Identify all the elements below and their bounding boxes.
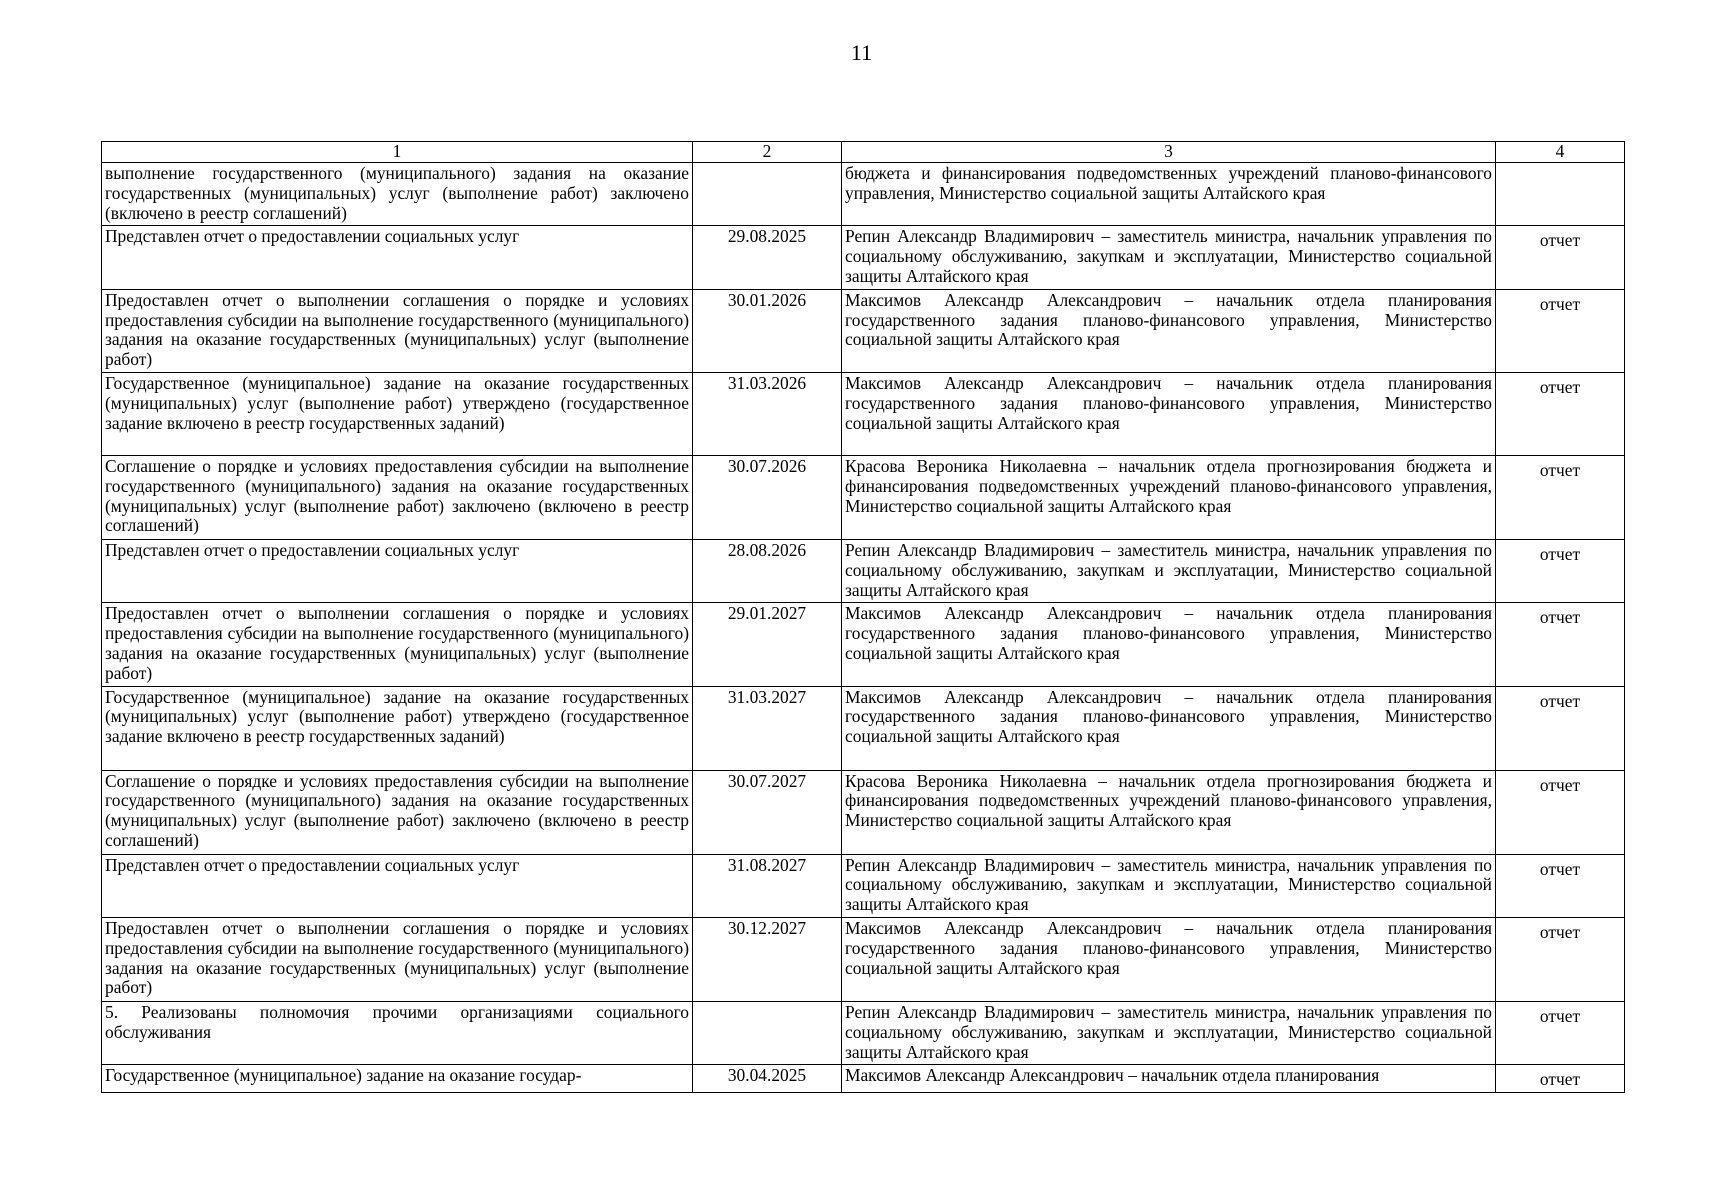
event-cell: Предоставлен отчет о выполнении соглашения о порядке и условиях предоставления субсидии на выполнение государственного (муниципального) задания на оказание государственных (муниципальных) услуг (выполнение работ) <box>102 603 693 686</box>
document-cell: отчет <box>1496 1065 1625 1093</box>
date-cell <box>693 163 842 226</box>
date-cell: 28.08.2026 <box>693 539 842 602</box>
table-row <box>102 539 1625 602</box>
document-cell: отчет <box>1496 917 1625 1001</box>
table-row <box>102 455 1625 539</box>
date-cell: 30.07.2026 <box>693 455 842 539</box>
table-row <box>102 686 1625 770</box>
event-cell: Представлен отчет о предоставлении социальных услуг <box>102 539 693 602</box>
document-cell: отчет <box>1496 854 1625 917</box>
document-cell: отчет <box>1496 686 1625 770</box>
date-cell <box>693 1001 842 1064</box>
document-cell: отчет <box>1496 539 1625 602</box>
date-cell: 31.08.2027 <box>693 854 842 917</box>
table-row <box>102 289 1625 372</box>
table-row <box>102 917 1625 1001</box>
responsible-cell: Максимов Александр Александрович – начальник отдела планирования <box>842 1065 1496 1093</box>
responsible-cell: Максимов Александр Александрович – начальник отдела планирования государственного задания планово-финансового управления, Министерство социальной защиты Алтайского края <box>842 686 1496 770</box>
event-cell: Представлен отчет о предоставлении социальных услуг <box>102 226 693 289</box>
responsible-cell: Репин Александр Владимирович – заместитель министра, начальник управления по социальному обслуживанию, закупкам и эксплуатации, Министерство социальной защиты Алтайского края <box>842 539 1496 602</box>
date-cell: 30.07.2027 <box>693 770 842 854</box>
table-row <box>102 372 1625 455</box>
date-cell: 30.01.2026 <box>693 289 842 372</box>
document-cell: отчет <box>1496 770 1625 854</box>
document-cell: отчет <box>1496 603 1625 686</box>
event-cell: Предоставлен отчет о выполнении соглашения о порядке и условиях предоставления субсидии на выполнение государственного (муниципального) задания на оказание государственных (муниципальных) услуг (выполнение работ) <box>102 917 693 1001</box>
event-cell: Соглашение о порядке и условиях предоставления субсидии на выполнение государственного (муниципального) задания на оказание государственных (муниципальных) услуг (выполнение работ) заключено (включено в реестр соглашений) <box>102 770 693 854</box>
event-cell: Соглашение о порядке и условиях предоставления субсидии на выполнение государственного (муниципального) задания на оказание государственных (муниципальных) услуг (выполнение работ) заключено (включено в реестр соглашений) <box>102 455 693 539</box>
table-row <box>102 770 1625 854</box>
responsible-cell: Репин Александр Владимирович – заместитель министра, начальник управления по социальному обслуживанию, закупкам и эксплуатации, Министерство социальной защиты Алтайского края <box>842 226 1496 289</box>
event-cell: Государственное (муниципальное) задание на оказание государственных (муниципальных) услуг (выполнение работ) утверждено (государственное задание включено в реестр государственных заданий) <box>102 372 693 455</box>
document-cell <box>1496 163 1625 226</box>
responsible-cell: Максимов Александр Александрович – начальник отдела планирования государственного задания планово-финансового управления, Министерство социальной защиты Алтайского края <box>842 372 1496 455</box>
responsible-cell: бюджета и финансирования подведомственных учреждений планово-финансового управления, Министерство социальной защиты Алтайского края <box>842 163 1496 226</box>
event-cell: 5. Реализованы полномочия прочими организациями социального обслуживания <box>102 1001 693 1064</box>
document-cell: отчет <box>1496 372 1625 455</box>
table-row <box>102 163 1625 226</box>
responsible-cell: Максимов Александр Александрович – начальник отдела планирования государственного задания планово-финансового управления, Министерство социальной защиты Алтайского края <box>842 917 1496 1001</box>
event-cell: Государственное (муниципальное) задание на оказание государственных (муниципальных) услуг (выполнение работ) утверждено (государственное задание включено в реестр государственных заданий) <box>102 686 693 770</box>
table-row <box>102 603 1625 686</box>
responsible-cell: Репин Александр Владимирович – заместитель министра, начальник управления по социальному обслуживанию, закупкам и эксплуатации, Министерство социальной защиты Алтайского края <box>842 1001 1496 1064</box>
table-row <box>102 1065 1625 1093</box>
event-cell: Предоставлен отчет о выполнении соглашения о порядке и условиях предоставления субсидии на выполнение государственного (муниципального) задания на оказание государственных (муниципальных) услуг (выполнение работ) <box>102 289 693 372</box>
column-header: 3 <box>842 142 1496 163</box>
responsible-cell: Красова Вероника Николаевна – начальник отдела прогнозирования бюджета и финансирования подведомственных учреждений планово-финансового управления, Министерство социальной защиты Алтайского края <box>842 455 1496 539</box>
event-cell: выполнение государственного (муниципального) задания на оказание государственных (муниципальных) услуг (выполнение работ) заключено (включено в реестр соглашений) <box>102 163 693 226</box>
page-number: 11 <box>850 40 873 65</box>
table-row <box>102 1001 1625 1064</box>
date-cell: 30.12.2027 <box>693 917 842 1001</box>
table-row <box>102 854 1625 917</box>
date-cell: 31.03.2027 <box>693 686 842 770</box>
column-header: 1 <box>102 142 693 163</box>
report-table <box>101 141 1625 1093</box>
event-cell: Государственное (муниципальное) задание на оказание государ- <box>102 1065 693 1093</box>
column-header: 2 <box>693 142 842 163</box>
responsible-cell: Репин Александр Владимирович – заместитель министра, начальник управления по социальному обслуживанию, закупкам и эксплуатации, Министерство социальной защиты Алтайского края <box>842 854 1496 917</box>
responsible-cell: Максимов Александр Александрович – начальник отдела планирования государственного задания планово-финансового управления, Министерство социальной защиты Алтайского края <box>842 603 1496 686</box>
document-cell: отчет <box>1496 455 1625 539</box>
date-cell: 30.04.2025 <box>693 1065 842 1093</box>
responsible-cell: Максимов Александр Александрович – начальник отдела планирования государственного задания планово-финансового управления, Министерство социальной защиты Алтайского края <box>842 289 1496 372</box>
table-header-row <box>102 142 1625 163</box>
column-header: 4 <box>1496 142 1625 163</box>
date-cell: 29.08.2025 <box>693 226 842 289</box>
date-cell: 29.01.2027 <box>693 603 842 686</box>
document-cell: отчет <box>1496 226 1625 289</box>
table-row <box>102 226 1625 289</box>
responsible-cell: Красова Вероника Николаевна – начальник отдела прогнозирования бюджета и финансирования подведомственных учреждений планово-финансового управления, Министерство социальной защиты Алтайского края <box>842 770 1496 854</box>
document-cell: отчет <box>1496 1001 1625 1064</box>
date-cell: 31.03.2026 <box>693 372 842 455</box>
event-cell: Представлен отчет о предоставлении социальных услуг <box>102 854 693 917</box>
document-cell: отчет <box>1496 289 1625 372</box>
